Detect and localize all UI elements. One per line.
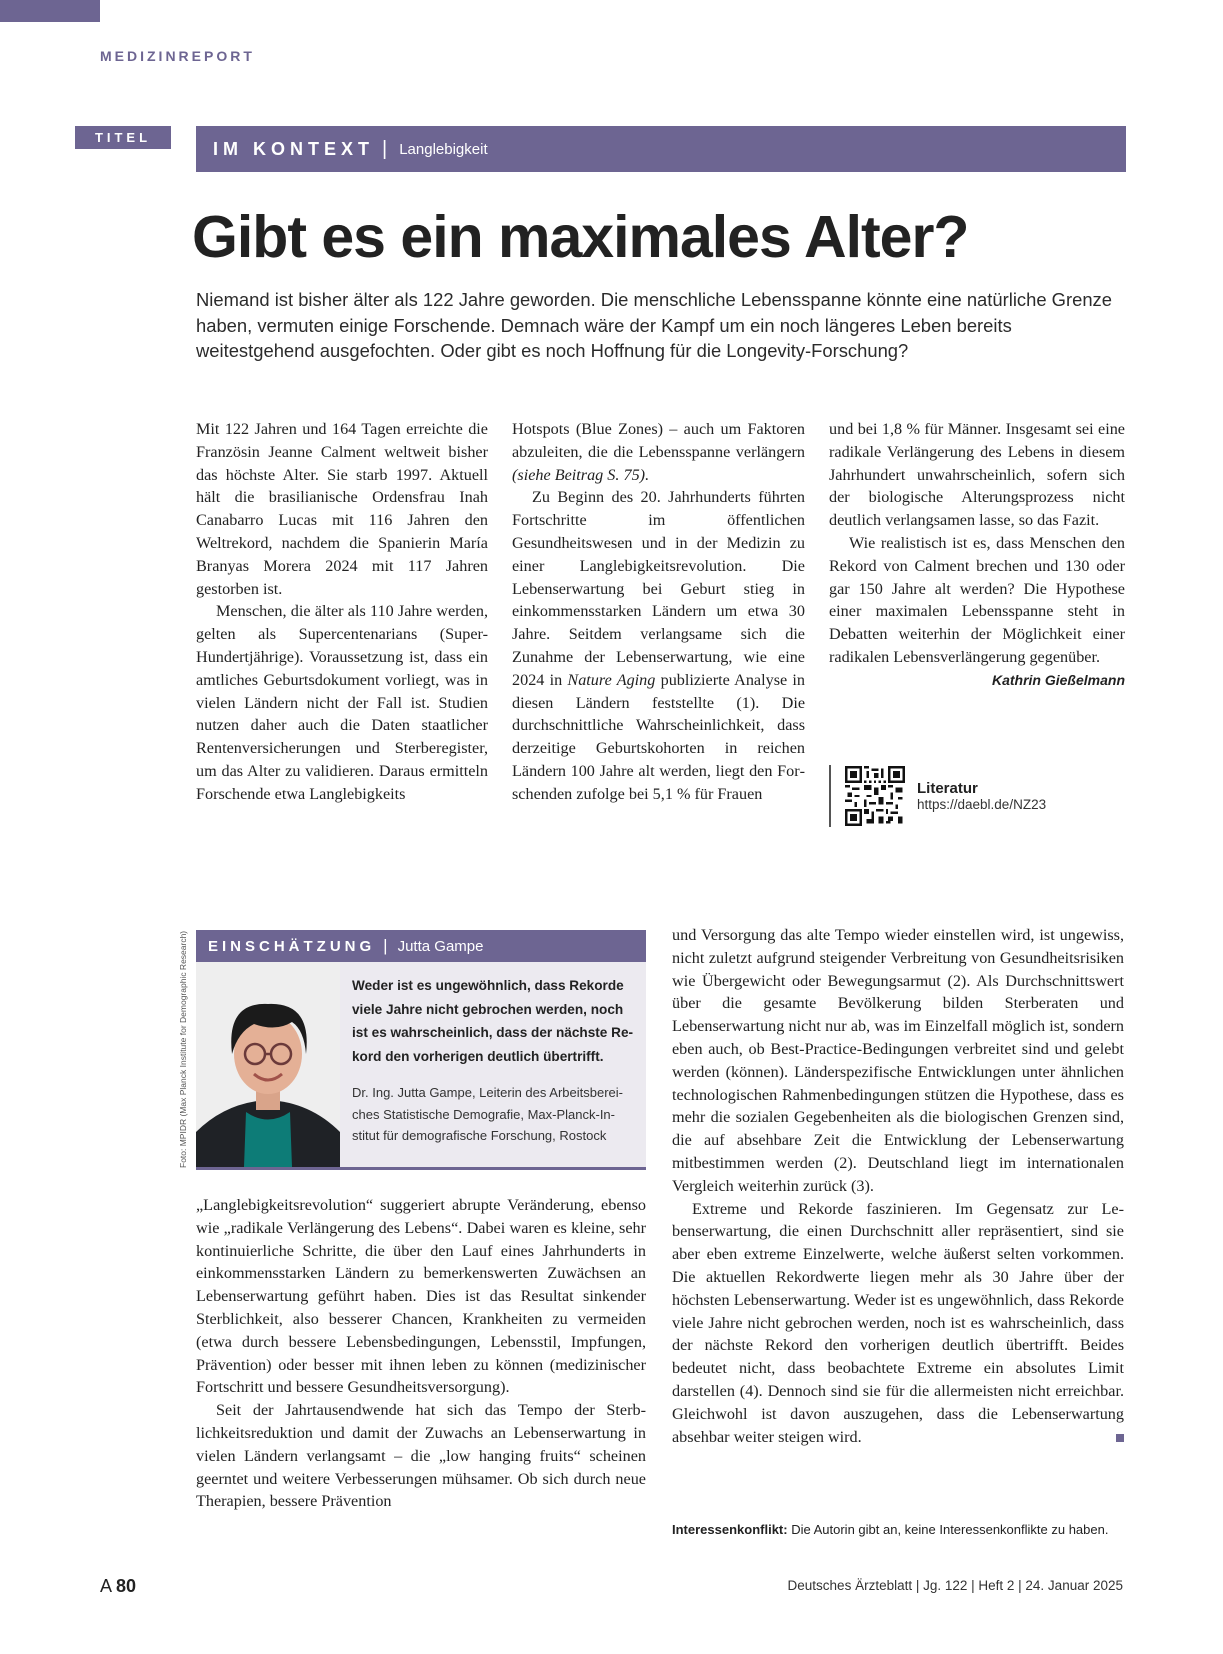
author-portrait (196, 962, 340, 1167)
einschaetzung-name: Jutta Gampe (397, 937, 484, 955)
portrait-illustration (196, 962, 340, 1167)
article-column-3 (829, 418, 1125, 692)
literatur-link[interactable]: https://daebl.de/NZ23 (917, 797, 1047, 812)
paragraph: und bei 1,8 % für Männer. Insgesamt sei eine radikale Verlängerung des Lebens in diesem Jahrhundert unwahrscheinlich, sofern sich der biologische Alterungsprozess nicht deutlich verlangsamen lasse, so das Fazit. (829, 420, 1125, 530)
literatur-text (917, 780, 1046, 812)
journal-footer: Deutsches Ärzteblatt | Jg. 122 | Heft 2 | 24. Januar 2025 (787, 1578, 1123, 1593)
literatur-title: Literatur (917, 780, 978, 797)
paragraph: „Langlebigkeitsrevolution“ suggeriert abrupte Veränderung, ebenso wie „radikale Verlängerung des Lebens“. Dabei waren es kleine, sehr kontinuierliche Schritte, die über den Lauf eines Jahrhunderts in einkommensstarken Ländern zu bemerkenswerten Zuwächsen an Lebenserwartung geführt haben. Dies ist das Resultat sinkender Sterblichkeit, also besserer Chancen, Krankheiten zu vermeiden (etwa durch bessere Lebensbedingungen, Lebensstil, Impfungen, Prävention) oder besser mit ihnen leben zu können (medizinischer Fortschritt und bessere Gesundheitsversorgung). (196, 1196, 646, 1397)
article-column-1 (196, 418, 488, 806)
kontext-bar (196, 126, 1126, 172)
paragraph: Seit der Jahrtausendwende hat sich das Tempo der Sterblichkeitsreduktion und damit der Zuwachs an Lebenserwartung in vielen Ländern verlangsamt – die „low hanging fruits“ scheinen geerntet und weitere Verbesserungen mühsamer. Ob sich durch neue Therapien, bessere Prävention (196, 1401, 646, 1511)
kontext-separator: | (382, 137, 388, 160)
conflict-label: Interessenkonflikt: (672, 1522, 788, 1537)
titel-tag: TITEL (75, 126, 171, 149)
square-end-icon (1116, 1434, 1124, 1442)
conflict-of-interest (672, 1522, 1108, 1537)
page-number (100, 1576, 136, 1597)
einschaetzung-column-1 (196, 1194, 646, 1513)
paragraph (672, 1198, 1124, 1449)
paragraph: und Versorgung das alte Tempo wieder einstellen wird, ist ungewiss, nicht zuletzt aufgrund steigender Verbreitung von Gesundheitsrisiken wie Übergewicht oder Bewegungsarmut (2). Als Durchschnittswert über die gesamte Bevölkerung bilden Sterberaten und Lebenserwartung nicht nur ab, was im Einzelfall möglich ist, sondern eben auch, ob Best-Practice-Bedingungen verbreitet sind und gelebt werden (können). Länderspezifische Entwicklungen unter ähnlichen technologischen Rahmenbedingungen stützen die Hypothese, dass es mehr die sozialen Gegebenheiten als die biologischen Grenzen sind, die auf absehbare Zeit die Entwicklung der Lebenserwartung mitbestimmen werden (2). Deutschland liegt im internationalen Vergleich weiterhin zurück (3). (672, 926, 1124, 1195)
page-number-value: 80 (116, 1576, 137, 1596)
text-run: Hotspots (Blue Zones) – auch um Faktoren abzuleiten, die die Lebensspanne verlängern (512, 420, 805, 461)
einschaetzung-separator: | (383, 936, 388, 955)
quote-author-info: Dr. Ing. Jutta Gampe, Leiterin des Arbeitsbereiches Statistische Demografie, Max-Planck-Institut für demografische Forschung, Rostock (352, 1085, 623, 1143)
journal-name: Nature Aging (567, 670, 656, 689)
photo-credit: Foto: MPIDR (Max Planck Institute for Demographic Research) (178, 930, 188, 1168)
text-run: Wie realistisch ist es, dass Menschen den Rekord von Calment brechen und 130 oder gar 150 Jahre alt werden? Die Hypothese einer maximalen Lebensspanne steht in Debatten weiterhin der Möglichkeit einer radikalen Lebensverlängerung gegenüber. (829, 533, 1125, 666)
paragraph: Mit 122 Jahren und 164 Tagen erreichte die Französin Jeanne Calment weltweit bisher das höchste Alter. Sie starb 1997. Aktuell hält die brasilianische Ordensfrau Inah Canabarro Lucas mit 116 Jahren den Weltrekord, nachdem die Spanierin María Branyas Morera 2024 mit 117 Jahren gestorben ist. (196, 420, 488, 598)
pull-quote: Weder ist es ungewöhnlich, dass Rekorde viele Jahre nicht gebrochen werden, noch ist es wahrscheinlich, dass der nächste Rekord den vorherigen deutlich übertrifft. (352, 978, 634, 1064)
literatur-box (829, 765, 1046, 827)
article-column-2 (512, 418, 805, 806)
einschaetzung-label: EINSCHÄTZUNG (208, 937, 376, 955)
paragraph (512, 486, 805, 805)
einschaetzung-bar (196, 930, 646, 962)
article-lead: Niemand ist bisher älter als 122 Jahre geworden. Die menschliche Lebensspanne könnte eine natürliche Grenze haben, vermuten einige Forschende. Demnach wäre der Kampf um ein noch längeres Leben bereits weitestgehend ausgefochten. Oder gibt es noch Hoffnung für die Longevity-Forschung? (196, 289, 1112, 361)
paragraph: Menschen, die älter als 110 Jahre werden, gelten als Supercentenarians (Super-Hundertjährige). Voraussetzung ist, dass ein amtliches Geburtsdokument vorliegt, was in vielen Ländern nicht der Fall ist. Studien nutzen daher auch die Daten staatlicher Rentenversicherungen und Sterberegister, um das Alter zu validieren. Daraus ermitteln Forschende etwa Langlebigkeits (196, 602, 488, 803)
kontext-label: IM KONTEXT (213, 138, 374, 159)
einschaetzung-box (196, 930, 646, 1170)
text-run: Zu Beginn des 20. Jahrhunderts führten Fortschritte im öffentlichen Gesundheitswesen und in der Medizin zu einer Langlebigkeitsrevolution. Die Lebenserwartung bei Geburt stieg in einkommensstarken Ländern um etwa 30 Jahre. Seitdem verlangsame sich die Zunahme der Lebenserwartung, wie eine 2024 in (512, 488, 805, 689)
top-color-tab (0, 0, 100, 22)
article-author: Kathrin Gießelmann (991, 671, 1125, 688)
page-prefix: A (100, 1576, 117, 1596)
article-title: Gibt es ein maximales Alter? (192, 204, 969, 270)
kontext-topic: Langlebigkeit (399, 140, 488, 158)
paragraph (829, 532, 1125, 688)
paragraph (512, 418, 805, 486)
cross-reference: (siehe Beitrag S. 75). (512, 465, 650, 484)
conflict-text: Die Autorin gibt an, keine Interessenkonflikte zu haben. (787, 1522, 1109, 1537)
qr-code-icon[interactable] (845, 766, 905, 826)
text-run: publizierte Analyse in diesen Ländern feststellte (1). Die durchschnittliche Wahrscheinlichkeit, dass derzeitige Geburtskohorten in reichen Ländern 100 Jahre alt werden, liegt den Forschenden zufolge bei 5,1 % für Frauen (512, 670, 805, 803)
einschaetzung-column-2 (672, 924, 1124, 1448)
text-run: Extreme und Rekorde faszinieren. Im Gegensatz zur Lebenserwartung, die einen Durchschnitt aller repräsentiert, sind sie aber eben extreme Einzelwerte, welche äußerst selten vorkommen. Die aktuellen Rekordwerte liegen mehr als 30 Jahre über der höchsten Lebenserwartung. Weder ist es ungewöhnlich, dass Rekorde viele Jahre nicht gebrochen werden, noch ist es wahrscheinlich, dass der nächste Rekord den vorherigen deutlich übertrifft. Beides bedeutet nicht, dass beobachtete Extreme ein absolutes Limit darstellen (4). Dennoch sind sie für die allermeisten nicht erreichbar. Gleichwohl ist davon auszugehen, dass die Lebenserwartung absehbar weiter steigen wird. (672, 1199, 1124, 1446)
section-label: MEDIZINREPORT (100, 48, 255, 64)
